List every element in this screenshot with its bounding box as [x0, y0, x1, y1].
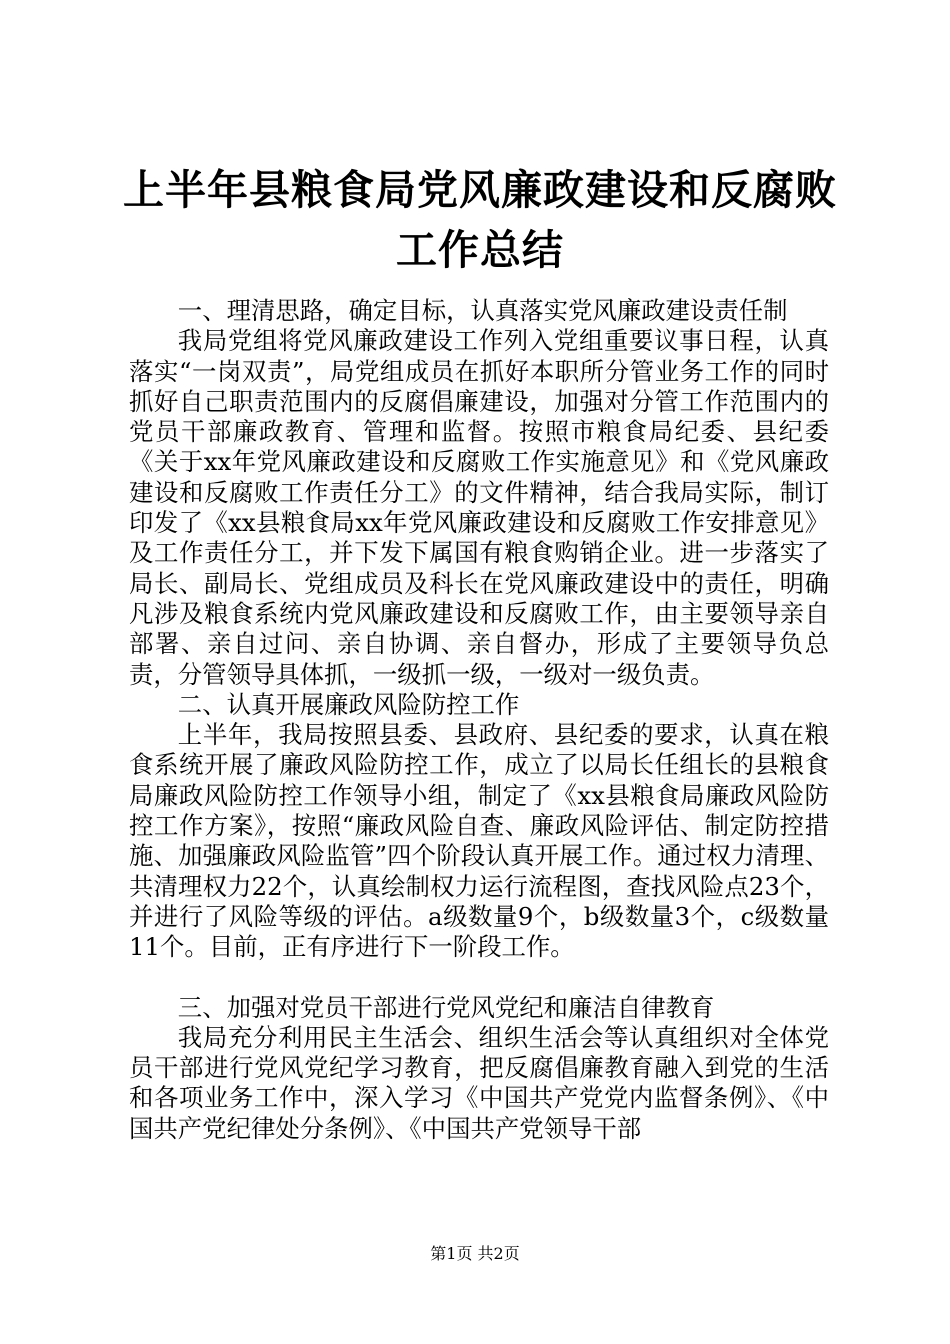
section-paragraph: 上半年，我局按照县委、县政府、县纪委的要求，认真在粮食系统开展了廉政风险防控工作，成立了以局长任组长的县粮食局廉政风险防控工作领导小组，制定了《xx县粮食局廉政风险防控工作方案》，按照“廉政风险自查、廉政风险评估、制定防控措施、加强廉政风险监管”四个阶段认真开展工作。通过权力清理、共清理权力22个，认真绘制权力运行流程图，查找风险点23个，并进行了风险等级的评估。a级数量9个，b级数量3个，c级数量11个。目前，正有序进行下一阶段工作。: [129, 720, 829, 962]
document-title: 上半年县粮食局党风廉政建设和反腐败工作总结: [123, 166, 837, 274]
section-heading: 一、理清思路，确定目标，认真落实党风廉政建设责任制: [177, 296, 788, 325]
section-heading: 二、认真开展廉政风险防控工作: [177, 689, 520, 719]
section-paragraph: 我局充分利用民主生活会、组织生活会等认真组织对全体党员干部进行党风党纪学习教育，把反腐倡廉教育融入到党的生活和各项业务工作中，深入学习《中国共产党党内监督条例》、《中国共产党纪律处分条例》、《中国共产党领导干部: [129, 1022, 829, 1143]
section-heading: 三、加强对党员干部进行党风党纪和廉洁自律教育: [177, 992, 715, 1022]
document-body: [129, 296, 829, 1144]
section-paragraph: 我局党组将党风廉政建设工作列入党组重要议事日程，认真落实“一岗双责”，局党组成员在抓好本职所分管业务工作的同时抓好自己职责范围内的反腐倡廉建设，加强对分管工作范围内的党员干部廉政教育、管理和监督。按照市粮食局纪委、县纪委《关于xx年党风廉政建设和反腐败工作实施意见》和《党风廉政建设和反腐败工作责任分工》的文件精神，结合我局实际，制订印发了《xx县粮食局xx年党风廉政建设和反腐败工作安排意见》及工作责任分工，并下发下属国有粮食购销企业。进一步落实了局长、副局长、党组成员及科长在党风廉政建设中的责任，明确凡涉及粮食系统内党风廉政建设和反腐败工作，由主要领导亲自部署、亲自过问、亲自协调、亲自督办，形成了主要领导负总责，分管领导具体抓，一级抓一级，一级对一级负责。: [129, 326, 829, 689]
page-footer: 第1页 共2页: [430, 1244, 520, 1263]
